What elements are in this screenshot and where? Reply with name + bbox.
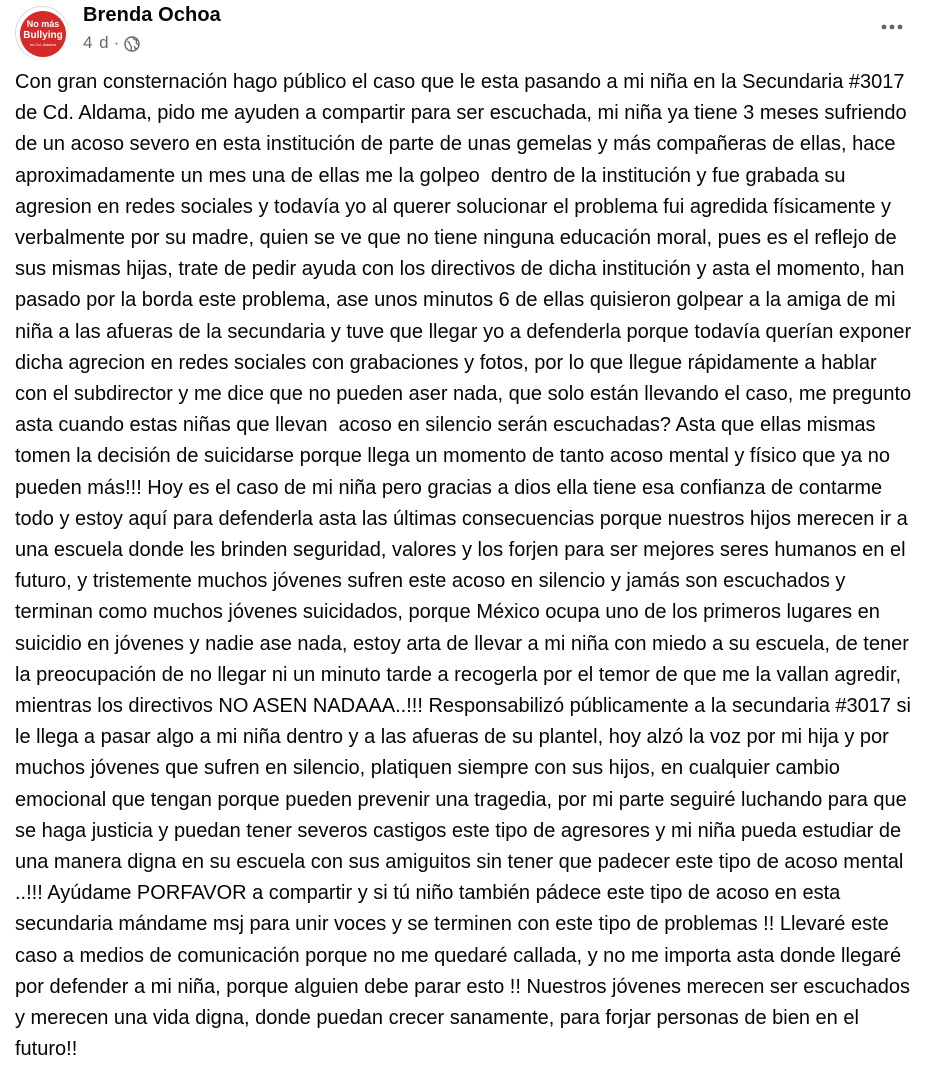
more-options-icon <box>880 23 904 31</box>
svg-text:No más: No más <box>26 19 60 29</box>
globe-icon[interactable] <box>124 36 140 52</box>
more-options-button[interactable] <box>872 12 912 42</box>
post-meta <box>83 33 140 53</box>
svg-text:en Cd. Aldama: en Cd. Aldama <box>29 42 57 47</box>
meta-separator: · <box>113 33 120 52</box>
post-timestamp[interactable]: 4 d <box>83 33 110 52</box>
post-header <box>0 0 926 64</box>
post-body-text: Con gran consternación hago público el caso que le esta pasando a mi niña en la Secundaria #3017 de Cd. Aldama, pido me ayuden a compartir para ser escuchada, mi niña ya tiene 3 meses sufriendo de un acoso severo en esta institución de parte de unas gemelas y más compañeras de ellas, hace aproximadamente un mes una de ellas me la golpeo dentro de la institución y fue grabada su agresion en redes sociales y todavía yo al querer solucionar el problema fui agredida físicamente y verbalmente por su madre, quien se ve que no tiene ninguna educación moral, pues es el reflejo de sus mismas hijas, trate de pedir ayuda con los directivos de dicha institución y asta el momento, han pasado por la borda este problema, ase unos minutos 6 de ellas quisieron golpear a la amiga de mi niña a las afueras de la secundaria y tuve que llegar yo a defenderla porque todavía querían exponer dicha agrecion en redes sociales con grabaciones y fotos, por lo que llegue rápidamente a hablar con el subdirector y me dice que no pueden aser nada, que solo están llevando el caso, me pregunto asta cuando estas niñas que llevan acoso en silencio serán escuchadas? Asta que ellas mismas tomen la decisión de suicidarse porque llega un momento de tanto acoso mental y físico que ya no pueden más!!! Hoy es el caso de mi niña pero gracias a dios ella tiene esa confianza de contarme todo y estoy aquí para defenderla asta las últimas consecuencias porque nuestros hijos merecen ir a una escuela donde les brinden seguridad, valores y los forjen para ser mejores seres humanos en el futuro, y tristemente muchos jóvenes sufren este acoso en silencio y jamás son escuchados y terminan como muchos jóvenes suicidados, porque México ocupa uno de los primeros lugares en suicidio en jóvenes y nadie ase nada, estoy arta de llevar a mi niña con miedo a su escuela, de tener la preocupación de no llegar ni un minuto tarde a recogerla por el temor de que me la vallan agredir, mientras los directivos NO ASEN NADAAA..!!! Responsabilizó públicamente a la secundaria #3017 si le llega a pasar algo a mi niña dentro y a las afueras de su plantel, hoy alzó la voz por mi hija y por muchos jóvenes que sufren en silencio, platiquen siempre con sus hijos, en cualquier cambio emocional que tengan porque pueden prevenir una tragedia, por mi parte seguiré luchando para que se haga justicia y puedan tener severos castigos este tipo de agresores y mi niña pueda estudiar de una manera digna en su escuela con sus amiguitos sin tener que padecer este tipo de acoso mental ..!!! Ayúdame PORFAVOR a compartir y si tú niño también pádece este tipo de acoso en esta secundaria mándame msj para unir voces y se terminen con este tipo de problemas !! Llevaré este caso a medios de comunicación porque no me quedaré callada, y no me importa asta donde llegaré por defender a mi niña, porque alguien debe parar esto !! Nuestros jóvenes merecen ser escuchados y merecen una vida digna, donde puedan crecer sanamente, para forjar personas de bien en el futuro!! <box>15 71 917 1061</box>
avatar[interactable] <box>15 6 69 60</box>
author-name[interactable]: Brenda Ochoa <box>83 4 221 26</box>
no-mas-bullying-logo <box>16 7 70 61</box>
svg-text:Bullying: Bullying <box>23 30 63 41</box>
